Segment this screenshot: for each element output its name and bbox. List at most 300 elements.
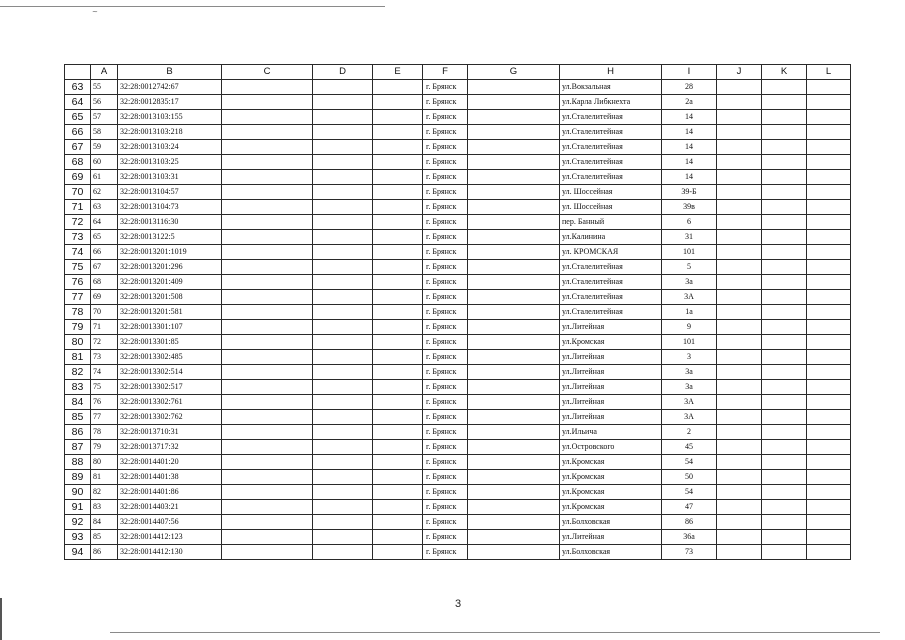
row-number[interactable]: 94: [65, 544, 91, 559]
cell-b[interactable]: 32:28:0013201:1019: [118, 244, 222, 259]
cell-k[interactable]: [762, 214, 807, 229]
cell-h[interactable]: ул.Литейная: [560, 349, 662, 364]
row-number[interactable]: 93: [65, 529, 91, 544]
cell-e[interactable]: [373, 109, 423, 124]
column-header-h[interactable]: H: [560, 65, 662, 80]
cell-k[interactable]: [762, 94, 807, 109]
row-number[interactable]: 76: [65, 274, 91, 289]
cell-i[interactable]: 14: [662, 139, 717, 154]
cell-i[interactable]: 39в: [662, 199, 717, 214]
cell-g[interactable]: [468, 199, 560, 214]
cell-f[interactable]: г. Брянск: [423, 439, 468, 454]
cell-b[interactable]: 32:28:0013710:31: [118, 424, 222, 439]
cell-j[interactable]: [717, 334, 762, 349]
row-number[interactable]: 84: [65, 394, 91, 409]
cell-e[interactable]: [373, 244, 423, 259]
cell-b[interactable]: 32:28:0014407:56: [118, 514, 222, 529]
cell-k[interactable]: [762, 409, 807, 424]
cell-f[interactable]: г. Брянск: [423, 274, 468, 289]
column-header-c[interactable]: C: [222, 65, 313, 80]
column-header-l[interactable]: L: [807, 65, 851, 80]
cell-g[interactable]: [468, 259, 560, 274]
cell-a[interactable]: 67: [91, 259, 118, 274]
cell-h[interactable]: ул.Кромская: [560, 334, 662, 349]
cell-j[interactable]: [717, 379, 762, 394]
cell-e[interactable]: [373, 304, 423, 319]
row-number[interactable]: 89: [65, 469, 91, 484]
cell-l[interactable]: [807, 154, 851, 169]
cell-k[interactable]: [762, 244, 807, 259]
cell-c[interactable]: [222, 154, 313, 169]
cell-g[interactable]: [468, 319, 560, 334]
cell-c[interactable]: [222, 94, 313, 109]
cell-d[interactable]: [313, 184, 373, 199]
cell-k[interactable]: [762, 259, 807, 274]
cell-h[interactable]: ул.Сталелитейная: [560, 154, 662, 169]
cell-h[interactable]: ул. Шоссейная: [560, 199, 662, 214]
cell-i[interactable]: 101: [662, 334, 717, 349]
cell-k[interactable]: [762, 169, 807, 184]
cell-i[interactable]: 3А: [662, 289, 717, 304]
cell-d[interactable]: [313, 139, 373, 154]
cell-k[interactable]: [762, 424, 807, 439]
cell-i[interactable]: 28: [662, 79, 717, 94]
cell-f[interactable]: г. Брянск: [423, 214, 468, 229]
row-number[interactable]: 75: [65, 259, 91, 274]
cell-j[interactable]: [717, 319, 762, 334]
cell-d[interactable]: [313, 334, 373, 349]
cell-h[interactable]: ул.Литейная: [560, 379, 662, 394]
column-header-a[interactable]: A: [91, 65, 118, 80]
cell-j[interactable]: [717, 109, 762, 124]
cell-b[interactable]: 32:28:0014412:123: [118, 529, 222, 544]
cell-a[interactable]: 82: [91, 484, 118, 499]
cell-e[interactable]: [373, 379, 423, 394]
cell-i[interactable]: 3А: [662, 409, 717, 424]
cell-j[interactable]: [717, 259, 762, 274]
cell-j[interactable]: [717, 499, 762, 514]
cell-h[interactable]: ул.Сталелитейная: [560, 259, 662, 274]
cell-h[interactable]: ул.Сталелитейная: [560, 139, 662, 154]
cell-e[interactable]: [373, 229, 423, 244]
cell-e[interactable]: [373, 184, 423, 199]
cell-d[interactable]: [313, 169, 373, 184]
cell-j[interactable]: [717, 544, 762, 559]
cell-h[interactable]: ул.Кромская: [560, 499, 662, 514]
cell-j[interactable]: [717, 454, 762, 469]
cell-d[interactable]: [313, 304, 373, 319]
cell-i[interactable]: 14: [662, 124, 717, 139]
column-header-e[interactable]: E: [373, 65, 423, 80]
cell-h[interactable]: ул.Сталелитейная: [560, 289, 662, 304]
cell-e[interactable]: [373, 79, 423, 94]
cell-c[interactable]: [222, 484, 313, 499]
column-header-k[interactable]: K: [762, 65, 807, 80]
cell-c[interactable]: [222, 424, 313, 439]
cell-i[interactable]: 86: [662, 514, 717, 529]
cell-b[interactable]: 32:28:0013201:508: [118, 289, 222, 304]
cell-h[interactable]: ул.Вокзальная: [560, 79, 662, 94]
cell-d[interactable]: [313, 274, 373, 289]
cell-b[interactable]: 32:28:0013717:32: [118, 439, 222, 454]
cell-c[interactable]: [222, 499, 313, 514]
cell-c[interactable]: [222, 109, 313, 124]
cell-d[interactable]: [313, 439, 373, 454]
cell-j[interactable]: [717, 94, 762, 109]
cell-k[interactable]: [762, 514, 807, 529]
cell-e[interactable]: [373, 469, 423, 484]
cell-k[interactable]: [762, 154, 807, 169]
cell-h[interactable]: пер. Банный: [560, 214, 662, 229]
row-number[interactable]: 83: [65, 379, 91, 394]
cell-k[interactable]: [762, 439, 807, 454]
cell-f[interactable]: г. Брянск: [423, 154, 468, 169]
cell-h[interactable]: ул.Сталелитейная: [560, 124, 662, 139]
cell-a[interactable]: 79: [91, 439, 118, 454]
cell-l[interactable]: [807, 424, 851, 439]
cell-f[interactable]: г. Брянск: [423, 379, 468, 394]
cell-h[interactable]: ул.Болховская: [560, 544, 662, 559]
cell-f[interactable]: г. Брянск: [423, 229, 468, 244]
cell-d[interactable]: [313, 199, 373, 214]
cell-d[interactable]: [313, 94, 373, 109]
cell-c[interactable]: [222, 229, 313, 244]
row-number[interactable]: 71: [65, 199, 91, 214]
cell-b[interactable]: 32:28:0013302:762: [118, 409, 222, 424]
row-number[interactable]: 67: [65, 139, 91, 154]
cell-d[interactable]: [313, 514, 373, 529]
cell-e[interactable]: [373, 334, 423, 349]
cell-k[interactable]: [762, 79, 807, 94]
cell-j[interactable]: [717, 469, 762, 484]
cell-c[interactable]: [222, 139, 313, 154]
cell-e[interactable]: [373, 319, 423, 334]
cell-k[interactable]: [762, 364, 807, 379]
cell-f[interactable]: г. Брянск: [423, 424, 468, 439]
cell-l[interactable]: [807, 484, 851, 499]
cell-f[interactable]: г. Брянск: [423, 94, 468, 109]
cell-l[interactable]: [807, 94, 851, 109]
cell-c[interactable]: [222, 364, 313, 379]
cell-g[interactable]: [468, 334, 560, 349]
cell-d[interactable]: [313, 154, 373, 169]
column-header-j[interactable]: J: [717, 65, 762, 80]
cell-f[interactable]: г. Брянск: [423, 469, 468, 484]
cell-e[interactable]: [373, 154, 423, 169]
cell-k[interactable]: [762, 229, 807, 244]
cell-b[interactable]: 32:28:0013302:514: [118, 364, 222, 379]
cell-f[interactable]: г. Брянск: [423, 319, 468, 334]
cell-b[interactable]: 32:28:0013103:155: [118, 109, 222, 124]
cell-l[interactable]: [807, 439, 851, 454]
cell-j[interactable]: [717, 169, 762, 184]
cell-i[interactable]: 3а: [662, 274, 717, 289]
cell-e[interactable]: [373, 274, 423, 289]
cell-d[interactable]: [313, 124, 373, 139]
cell-l[interactable]: [807, 109, 851, 124]
cell-g[interactable]: [468, 124, 560, 139]
cell-g[interactable]: [468, 454, 560, 469]
cell-j[interactable]: [717, 529, 762, 544]
cell-b[interactable]: 32:28:0013201:581: [118, 304, 222, 319]
cell-l[interactable]: [807, 274, 851, 289]
cell-l[interactable]: [807, 289, 851, 304]
cell-j[interactable]: [717, 409, 762, 424]
cell-g[interactable]: [468, 349, 560, 364]
cell-d[interactable]: [313, 529, 373, 544]
cell-j[interactable]: [717, 439, 762, 454]
cell-g[interactable]: [468, 274, 560, 289]
cell-k[interactable]: [762, 109, 807, 124]
cell-l[interactable]: [807, 139, 851, 154]
cell-e[interactable]: [373, 409, 423, 424]
cell-c[interactable]: [222, 169, 313, 184]
cell-j[interactable]: [717, 154, 762, 169]
cell-l[interactable]: [807, 379, 851, 394]
row-number[interactable]: 74: [65, 244, 91, 259]
cell-f[interactable]: г. Брянск: [423, 454, 468, 469]
cell-d[interactable]: [313, 109, 373, 124]
cell-l[interactable]: [807, 454, 851, 469]
cell-d[interactable]: [313, 424, 373, 439]
cell-i[interactable]: 47: [662, 499, 717, 514]
cell-g[interactable]: [468, 529, 560, 544]
row-number[interactable]: 87: [65, 439, 91, 454]
cell-e[interactable]: [373, 169, 423, 184]
row-number[interactable]: 85: [65, 409, 91, 424]
cell-i[interactable]: 2а: [662, 94, 717, 109]
cell-g[interactable]: [468, 514, 560, 529]
cell-b[interactable]: 32:28:0013103:218: [118, 124, 222, 139]
row-number[interactable]: 86: [65, 424, 91, 439]
row-number[interactable]: 77: [65, 289, 91, 304]
cell-i[interactable]: 73: [662, 544, 717, 559]
cell-a[interactable]: 60: [91, 154, 118, 169]
cell-l[interactable]: [807, 394, 851, 409]
cell-a[interactable]: 74: [91, 364, 118, 379]
cell-k[interactable]: [762, 544, 807, 559]
cell-k[interactable]: [762, 289, 807, 304]
cell-j[interactable]: [717, 274, 762, 289]
cell-c[interactable]: [222, 529, 313, 544]
row-number[interactable]: 69: [65, 169, 91, 184]
cell-i[interactable]: 3А: [662, 394, 717, 409]
cell-c[interactable]: [222, 184, 313, 199]
cell-i[interactable]: 5: [662, 259, 717, 274]
cell-g[interactable]: [468, 79, 560, 94]
cell-j[interactable]: [717, 124, 762, 139]
cell-g[interactable]: [468, 139, 560, 154]
cell-g[interactable]: [468, 424, 560, 439]
row-number[interactable]: 91: [65, 499, 91, 514]
cell-i[interactable]: 6: [662, 214, 717, 229]
cell-c[interactable]: [222, 289, 313, 304]
cell-a[interactable]: 66: [91, 244, 118, 259]
cell-c[interactable]: [222, 214, 313, 229]
cell-b[interactable]: 32:28:0013122:5: [118, 229, 222, 244]
cell-h[interactable]: ул.Ильича: [560, 424, 662, 439]
cell-l[interactable]: [807, 319, 851, 334]
cell-i[interactable]: 101: [662, 244, 717, 259]
cell-j[interactable]: [717, 484, 762, 499]
cell-h[interactable]: ул.Литейная: [560, 319, 662, 334]
cell-b[interactable]: 32:28:0013103:24: [118, 139, 222, 154]
cell-i[interactable]: 2: [662, 424, 717, 439]
cell-a[interactable]: 80: [91, 454, 118, 469]
cell-l[interactable]: [807, 409, 851, 424]
cell-b[interactable]: 32:28:0014401:86: [118, 484, 222, 499]
cell-e[interactable]: [373, 124, 423, 139]
cell-g[interactable]: [468, 229, 560, 244]
cell-a[interactable]: 62: [91, 184, 118, 199]
cell-d[interactable]: [313, 319, 373, 334]
cell-f[interactable]: г. Брянск: [423, 394, 468, 409]
cell-e[interactable]: [373, 214, 423, 229]
cell-f[interactable]: г. Брянск: [423, 139, 468, 154]
cell-e[interactable]: [373, 484, 423, 499]
cell-f[interactable]: г. Брянск: [423, 259, 468, 274]
cell-a[interactable]: 58: [91, 124, 118, 139]
cell-k[interactable]: [762, 379, 807, 394]
cell-g[interactable]: [468, 109, 560, 124]
cell-f[interactable]: г. Брянск: [423, 349, 468, 364]
cell-d[interactable]: [313, 214, 373, 229]
cell-g[interactable]: [468, 304, 560, 319]
cell-g[interactable]: [468, 499, 560, 514]
cell-l[interactable]: [807, 544, 851, 559]
cell-k[interactable]: [762, 199, 807, 214]
cell-c[interactable]: [222, 304, 313, 319]
cell-c[interactable]: [222, 244, 313, 259]
row-number[interactable]: 65: [65, 109, 91, 124]
cell-b[interactable]: 32:28:0014403:21: [118, 499, 222, 514]
cell-f[interactable]: г. Брянск: [423, 304, 468, 319]
cell-l[interactable]: [807, 124, 851, 139]
cell-a[interactable]: 69: [91, 289, 118, 304]
cell-h[interactable]: ул.Кромская: [560, 469, 662, 484]
cell-i[interactable]: 3а: [662, 379, 717, 394]
cell-h[interactable]: ул.Сталелитейная: [560, 109, 662, 124]
cell-a[interactable]: 86: [91, 544, 118, 559]
cell-f[interactable]: г. Брянск: [423, 109, 468, 124]
cell-c[interactable]: [222, 394, 313, 409]
cell-l[interactable]: [807, 499, 851, 514]
cell-l[interactable]: [807, 529, 851, 544]
cell-k[interactable]: [762, 319, 807, 334]
cell-b[interactable]: 32:28:0013301:85: [118, 334, 222, 349]
cell-b[interactable]: 32:28:0013116:30: [118, 214, 222, 229]
cell-j[interactable]: [717, 139, 762, 154]
cell-j[interactable]: [717, 394, 762, 409]
cell-a[interactable]: 83: [91, 499, 118, 514]
cell-c[interactable]: [222, 259, 313, 274]
cell-e[interactable]: [373, 364, 423, 379]
row-number[interactable]: 66: [65, 124, 91, 139]
row-number[interactable]: 88: [65, 454, 91, 469]
cell-l[interactable]: [807, 514, 851, 529]
column-header-f[interactable]: F: [423, 65, 468, 80]
cell-k[interactable]: [762, 139, 807, 154]
cell-b[interactable]: 32:28:0013302:517: [118, 379, 222, 394]
cell-h[interactable]: ул.Сталелитейная: [560, 169, 662, 184]
cell-a[interactable]: 63: [91, 199, 118, 214]
cell-l[interactable]: [807, 469, 851, 484]
cell-l[interactable]: [807, 364, 851, 379]
row-number[interactable]: 63: [65, 79, 91, 94]
cell-a[interactable]: 81: [91, 469, 118, 484]
cell-l[interactable]: [807, 334, 851, 349]
cell-k[interactable]: [762, 394, 807, 409]
cell-e[interactable]: [373, 259, 423, 274]
cell-f[interactable]: г. Брянск: [423, 199, 468, 214]
cell-l[interactable]: [807, 229, 851, 244]
cell-l[interactable]: [807, 199, 851, 214]
cell-h[interactable]: ул.Литейная: [560, 409, 662, 424]
cell-l[interactable]: [807, 244, 851, 259]
cell-i[interactable]: 14: [662, 154, 717, 169]
cell-b[interactable]: 32:28:0013103:25: [118, 154, 222, 169]
cell-j[interactable]: [717, 184, 762, 199]
cell-f[interactable]: г. Брянск: [423, 169, 468, 184]
cell-b[interactable]: 32:28:0014401:38: [118, 469, 222, 484]
cell-e[interactable]: [373, 454, 423, 469]
cell-j[interactable]: [717, 79, 762, 94]
cell-d[interactable]: [313, 379, 373, 394]
cell-c[interactable]: [222, 79, 313, 94]
cell-e[interactable]: [373, 499, 423, 514]
cell-i[interactable]: 3а: [662, 364, 717, 379]
cell-g[interactable]: [468, 394, 560, 409]
cell-a[interactable]: 78: [91, 424, 118, 439]
cell-d[interactable]: [313, 364, 373, 379]
cell-d[interactable]: [313, 394, 373, 409]
cell-f[interactable]: г. Брянск: [423, 484, 468, 499]
cell-b[interactable]: 32:28:0013302:761: [118, 394, 222, 409]
cell-k[interactable]: [762, 499, 807, 514]
cell-h[interactable]: ул.Кромская: [560, 454, 662, 469]
cell-g[interactable]: [468, 379, 560, 394]
cell-f[interactable]: г. Брянск: [423, 244, 468, 259]
cell-g[interactable]: [468, 154, 560, 169]
cell-h[interactable]: ул.Литейная: [560, 364, 662, 379]
column-header-b[interactable]: B: [118, 65, 222, 80]
cell-l[interactable]: [807, 304, 851, 319]
cell-c[interactable]: [222, 274, 313, 289]
cell-i[interactable]: 9: [662, 319, 717, 334]
cell-e[interactable]: [373, 394, 423, 409]
cell-b[interactable]: 32:28:0013302:485: [118, 349, 222, 364]
cell-b[interactable]: 32:28:0013201:409: [118, 274, 222, 289]
cell-a[interactable]: 61: [91, 169, 118, 184]
cell-b[interactable]: 32:28:0013103:31: [118, 169, 222, 184]
cell-e[interactable]: [373, 424, 423, 439]
cell-h[interactable]: ул.Литейная: [560, 529, 662, 544]
cell-b[interactable]: 32:28:0014412:130: [118, 544, 222, 559]
column-header-g[interactable]: G: [468, 65, 560, 80]
cell-b[interactable]: 32:28:0012742:67: [118, 79, 222, 94]
cell-g[interactable]: [468, 289, 560, 304]
cell-k[interactable]: [762, 304, 807, 319]
cell-c[interactable]: [222, 334, 313, 349]
cell-k[interactable]: [762, 349, 807, 364]
cell-f[interactable]: г. Брянск: [423, 514, 468, 529]
cell-d[interactable]: [313, 349, 373, 364]
cell-g[interactable]: [468, 94, 560, 109]
cell-b[interactable]: 32:28:0013301:107: [118, 319, 222, 334]
cell-c[interactable]: [222, 514, 313, 529]
cell-a[interactable]: 73: [91, 349, 118, 364]
cell-e[interactable]: [373, 544, 423, 559]
